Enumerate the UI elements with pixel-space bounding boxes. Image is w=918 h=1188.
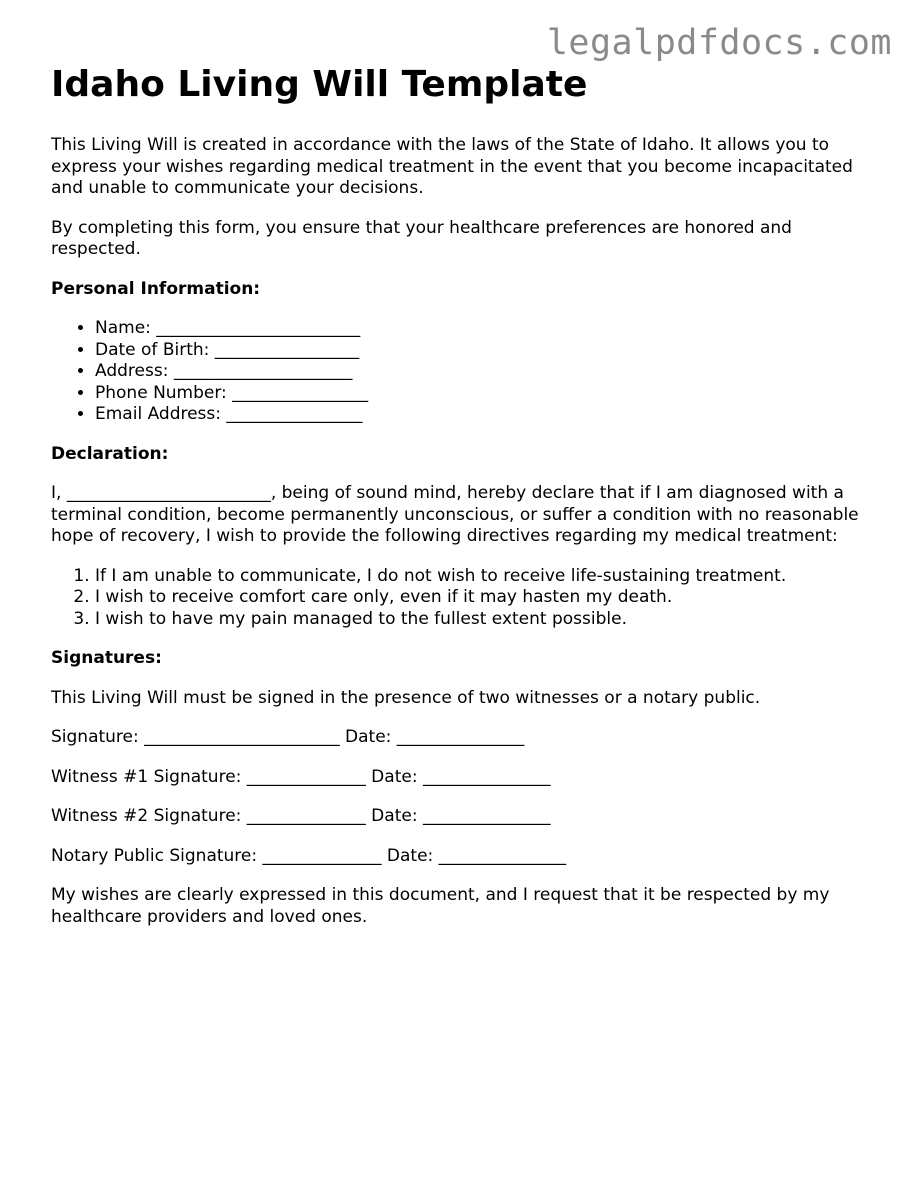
directives-list	[51, 566, 871, 631]
document-title: Idaho Living Will Template	[51, 64, 588, 105]
signatures-heading: Signatures:	[51, 648, 162, 669]
closing-paragraph: My wishes are clearly expressed in this document, and I request that it be respected by my healthcare providers and loved ones.	[51, 885, 830, 927]
signature-line: Signature: _______________________ Date: _______________	[51, 727, 525, 748]
intro-paragraph-2: By completing this form, you ensure that your healthcare preferences are honored and respected.	[51, 217, 792, 260]
signatures-text: This Living Will must be signed in the presence of two witnesses or a notary public.	[51, 687, 761, 708]
declaration-text: I, ________________________, being of sound mind, hereby declare that if I am diagnosed with a terminal condition, become permanently unconscious, or suffer a condition with no reasonable hope of recovery, I wish to provide the following directives regarding my medical treatment:	[51, 483, 859, 547]
intro-paragraph-1: This Living Will is created in accordance with the laws of the State of Idaho. It allows you to express your wishes regarding medical treatment in the event that you become incapacitated and unable to communicate your decisions.	[51, 135, 853, 199]
directive-item: 3. I wish to have my pain managed to the fullest extent possible.	[95, 609, 871, 631]
personal-information-list	[51, 318, 871, 426]
document-page	[51, 64, 871, 946]
declaration-heading: Declaration:	[51, 443, 169, 464]
field-phone-number: • Phone Number: ________________	[95, 383, 871, 405]
field-email-address: • Email Address: ________________	[95, 404, 871, 426]
field-name: • Name: ________________________	[95, 318, 871, 340]
directive-item: 2. I wish to receive comfort care only, even if it may hasten my death.	[95, 587, 871, 609]
watermark-logo: legalpdfdocs.com	[546, 23, 892, 63]
personal-information-heading: Personal Information:	[51, 278, 261, 299]
field-address: • Address: _____________________	[95, 361, 871, 383]
directive-item: 1. If I am unable to communicate, I do not wish to receive life-sustaining treatment.	[95, 566, 871, 588]
field-date-of-birth: • Date of Birth: _________________	[95, 340, 871, 362]
witness-2-signature-line: Witness #2 Signature: ______________ Date: _______________	[51, 806, 551, 827]
notary-signature-line: Notary Public Signature: ______________ Date: _______________	[51, 845, 567, 866]
witness-1-signature-line: Witness #1 Signature: ______________ Date: _______________	[51, 766, 551, 787]
